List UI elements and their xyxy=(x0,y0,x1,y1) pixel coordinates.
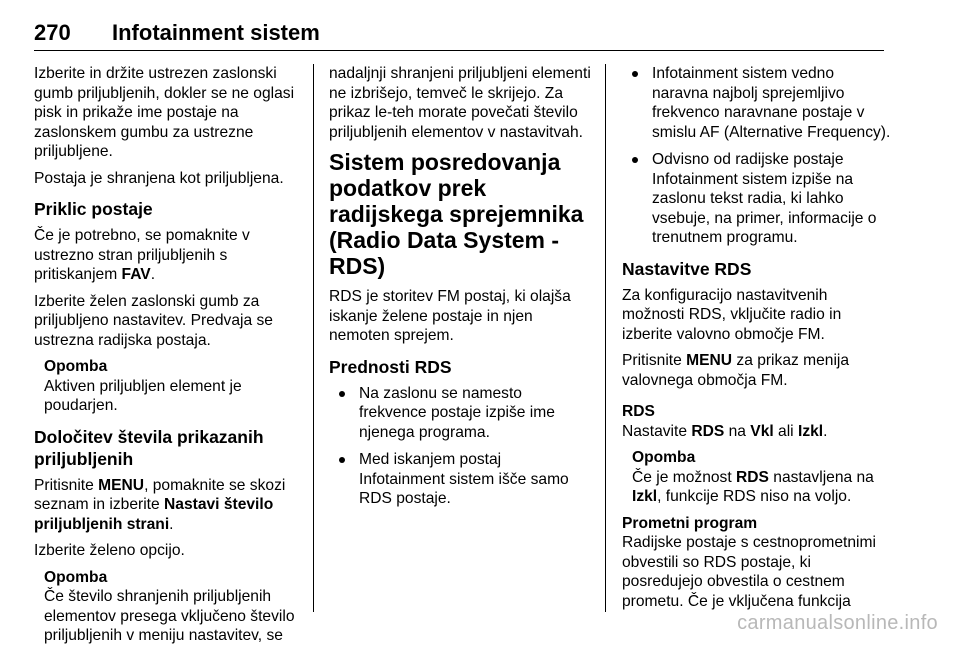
paragraph: Izberite želeno opcijo. xyxy=(34,542,185,559)
column-divider xyxy=(313,64,314,612)
section-heading: Prednosti RDS xyxy=(329,356,452,377)
note-box xyxy=(44,568,300,646)
menu-option: Nastavi število priljubljenih strani xyxy=(34,496,274,533)
list-item: Med iskanjem postaj Infotainment sistem išče samo RDS postaje. xyxy=(329,450,591,509)
note-box xyxy=(632,448,892,507)
list-item: Odvisno od radijske postaje Infotainment sistem izpiše na zaslonu tekst radia, ki lahko vsebuje, na primer, informacije o trenutnem programu. xyxy=(622,150,892,248)
note-title: Opomba xyxy=(632,449,696,466)
section-heading: Nastavitve RDS xyxy=(622,258,752,279)
subsection-heading: RDS xyxy=(622,403,655,420)
bullet-list xyxy=(329,384,591,509)
paragraph: Izberite in držite ustrezen zaslonski gumb priljubljenih, dokler se ne oglasi pisk in prikaže ime postaje na zaslonskem gumbu za ustrezne priljubljene. xyxy=(34,65,295,160)
paragraph: Pritisnite MENU, pomaknite se skozi seznam in izberite Nastavi število priljubljenih strani. xyxy=(34,476,286,533)
paragraph: Izberite želen zaslonski gumb za priljubljeno nastavitev. Predvaja se ustrezna radijska postaja. xyxy=(34,292,273,349)
paragraph: Pritisnite MENU za prikaz menija valovnega območja FM. xyxy=(622,352,850,389)
note-text: Aktiven priljubljen element je poudarjen. xyxy=(44,377,242,414)
menu-key: MENU xyxy=(98,476,145,494)
bullet-list xyxy=(622,64,892,248)
page-number: 270 xyxy=(34,20,71,45)
note-title: Opomba xyxy=(44,568,108,586)
page-header xyxy=(34,14,884,51)
column-right xyxy=(622,64,892,610)
note-text: Če število shranjenih priljubljenih elementov presega vključeno število priljubljenih v meniju nastavitev, se xyxy=(44,588,295,644)
paragraph: Za konfiguracijo nastavitvenih možnosti RDS, vključite radio in izberite valovno območje FM. xyxy=(622,286,842,343)
running-title: Infotainment sistem xyxy=(112,20,320,45)
paragraph: Radijske postaje s cestnoprometnimi obvestili so RDS postaje, ki posredujejo obvestila o cestnem prometu. Če je vključena funkcija xyxy=(622,534,876,610)
section-heading: Določitev števila prikazanih priljubljenih xyxy=(34,426,264,469)
fav-key: FAV xyxy=(121,266,151,283)
paragraph: Če je potrebno, se pomaknite v ustrezno stran priljubljenih s pritiskanjem FAV. xyxy=(34,227,250,283)
column-left xyxy=(34,64,300,644)
menu-key: MENU xyxy=(686,352,733,369)
paragraph: Postaja je shranjena kot priljubljena. xyxy=(34,169,284,187)
paragraph: RDS je storitev FM postaj, ki olajša iskanje želene postaje in njen nemoten sprejem. xyxy=(329,288,571,344)
list-item: Infotainment sistem vedno naravna najbolj sprejemljivo frekvenco naravnane postaje v smislu AF (Alternative Frequency). xyxy=(622,64,892,142)
column-middle xyxy=(329,64,591,610)
note-box xyxy=(44,357,300,416)
watermark: carmanualsonline.info xyxy=(737,612,938,634)
column-divider xyxy=(605,64,606,612)
paragraph: nadaljnji shranjeni priljubljeni elementi ne izbrišejo, temveč le skrijejo. Za prikaz le-teh morate povečati število priljubljenih elementov v nastavitvah. xyxy=(329,65,591,141)
chapter-heading: Sistem posredovanja podatkov prek radijskega sprejemnika (Radio Data System - RDS) xyxy=(329,149,584,279)
list-item: Na zaslonu se namesto frekvence postaje izpiše ime njenega programa. xyxy=(329,384,591,443)
section-heading: Priklic postaje xyxy=(34,199,153,219)
note-text: Če je možnost RDS nastavljena na Izkl, funkcije RDS niso na voljo. xyxy=(632,468,874,505)
note-title: Opomba xyxy=(44,358,108,375)
subsection-heading: Prometni program xyxy=(622,514,758,532)
paragraph: Nastavite RDS na Vkl ali Izkl. xyxy=(622,422,828,440)
